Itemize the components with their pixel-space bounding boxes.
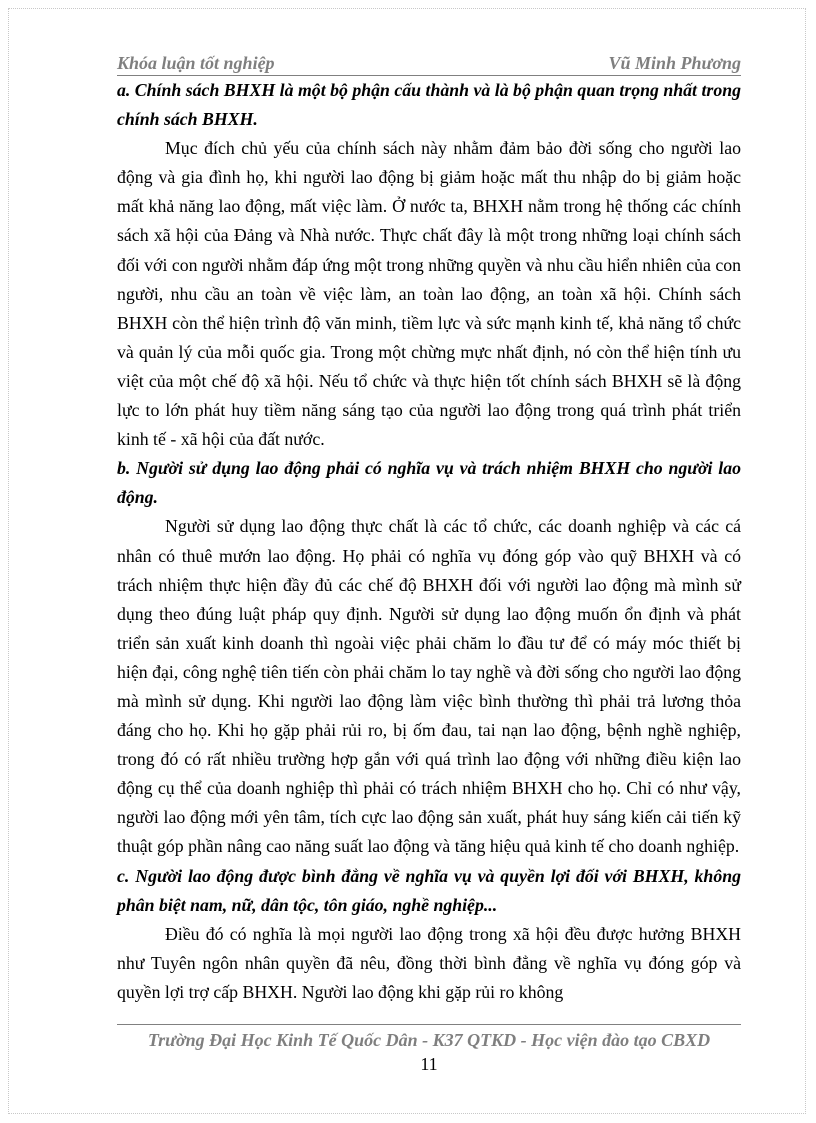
document-body (117, 76, 741, 1007)
section-b-paragraph: Người sử dụng lao động thực chất là các tổ chức, các doanh nghiệp và các cá nhân có thuê mướn lao động. Họ phải có nghĩa vụ đóng góp vào quỹ BHXH và có trách nhiệm thực hiện đầy đủ các chế độ BHXH đối với người lao động mà mình sử dụng theo đúng luật pháp quy định. Người sử dụng lao động muốn ổn định và phát triển sản xuất kinh doanh thì ngoài việc phải chăm lo đầu tư để có máy móc thiết bị hiện đại, công nghệ tiên tiến còn phải chăm lo tay nghề và đời sống cho người lao động mà mình sử dụng. Khi người lao động làm việc bình thường thì phải trả lương thỏa đáng cho họ. Khi họ gặp phải rủi ro, bị ốm đau, tai nạn lao động, bệnh nghề nghiệp, trong đó có rất nhiều trường hợp gắn với quá trình lao động với những điều kiện lao động cụ thể của doanh nghiệp thì phải có trách nhiệm BHXH cho họ. Chỉ có như vậy, người lao động mới yên tâm, tích cực lao động sản xuất, phát huy sáng kiến cải tiến kỹ thuật góp phần nâng cao năng suất lao động và tăng hiệu quả kinh tế cho doanh nghiệp. (117, 516, 741, 857)
section-c-paragraph: Điều đó có nghĩa là mọi người lao động trong xã hội đều được hưởng BHXH như Tuyên ngôn nhân quyền đã nêu, đồng thời bình đẳng về nghĩa vụ đóng góp và quyền lợi trợ cấp BHXH. Người lao động khi gặp rủi ro không (117, 923, 741, 1002)
header-thesis-title: Khóa luận tốt nghiệp (117, 53, 275, 73)
page-number: 11 (420, 1054, 438, 1074)
footer-institution: Trường Đại Học Kinh Tế Quốc Dân - K37 QTKD - Học viện đào tạo CBXD (147, 1030, 711, 1050)
section-c-heading: c. Người lao động được bình đẳng về nghĩa vụ và quyền lợi đối với BHXH, không phân biệt nam, nữ, dân tộc, tôn giáo, nghề nghiệp... (117, 865, 741, 915)
section-b-heading: b. Người sử dụng lao động phải có nghĩa vụ và trách nhiệm BHXH cho người lao động. (117, 458, 741, 508)
header-author-name: Vũ Minh Phương (608, 53, 741, 73)
page-header (117, 50, 741, 76)
footer-divider (117, 1024, 741, 1025)
section-a-paragraph: Mục đích chủ yếu của chính sách này nhằm đảm bảo đời sống cho người lao động và gia đình họ, khi người lao động bị giảm hoặc mất thu nhập do bị giảm hoặc mất khả năng lao động, mất việc làm. Ở nước ta, BHXH nằm trong hệ thống các chính sách xã hội của Đảng và Nhà nước. Thực chất đây là một trong những loại chính sách đối với con người nhằm đáp ứng một trong những quyền và nhu cầu hiển nhiên của con người, nhu cầu an toàn về việc làm, an toàn lao động, an toàn xã hội. Chính sách BHXH còn thể hiện trình độ văn minh, tiềm lực và sức mạnh kinh tế, khả năng tổ chức và quản lý của mỗi quốc gia. Trong một chừng mực nhất định, nó còn thể hiện tính ưu việt của một chế độ xã hội. Nếu tổ chức và thực hiện tốt chính sách BHXH sẽ là động lực to lớn phát huy tiềm năng sáng tạo của người lao động trong quá trình phát triển kinh tế - xã hội của đất nước. (117, 138, 742, 450)
section-a-heading: a. Chính sách BHXH là một bộ phận cấu thành và là bộ phận quan trọng nhất trong chính sách BHXH. (117, 80, 741, 130)
